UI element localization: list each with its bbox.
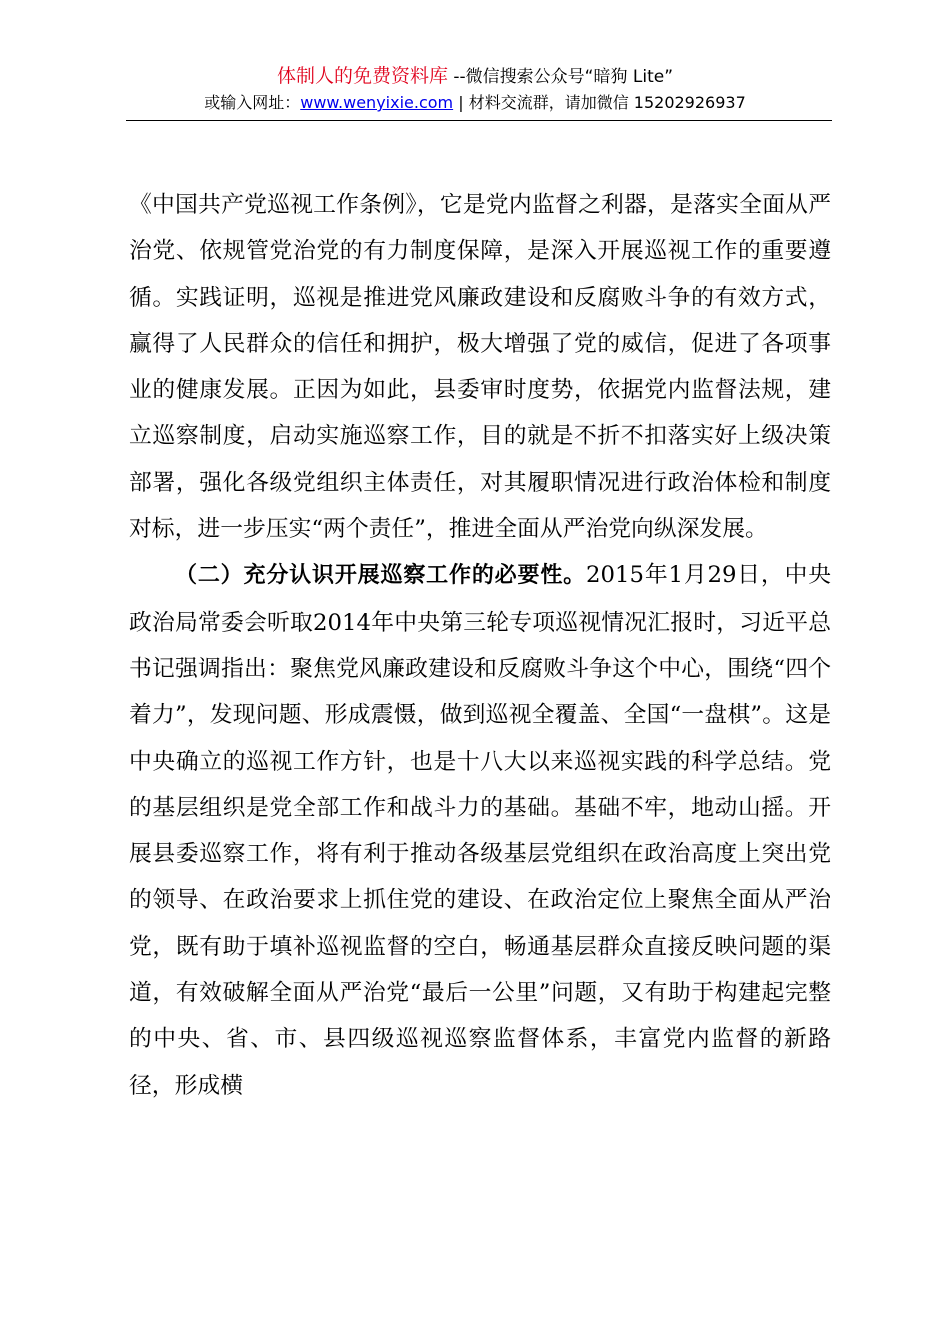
brand-name: 体制人的免费资料库: [276, 65, 448, 87]
contact-text: | 材料交流群，请加微信 15202926937: [453, 93, 746, 112]
page-header: [0, 64, 950, 115]
document-body: [129, 182, 831, 1109]
header-contact-line: [0, 91, 950, 115]
header-promo-line: [0, 64, 950, 89]
section-heading: （二）充分认识开展巡察工作的必要性。: [175, 563, 587, 589]
paragraph-2: [129, 552, 831, 1109]
paragraph-1: 《中国共产党巡视工作条例》，它是党内监督之利器，是落实全面从严治党、依规管党治党的有力制度保障，是深入开展巡视工作的重要遵循。实践证明，巡视是推进党风廉政建设和反腐败斗争的有效方式，赢得了人民群众的信任和拥护，极大增强了党的威信，促进了各项事业的健康发展。正因为如此，县委审时度势，依据党内监督法规，建立巡察制度，启动实施巡察工作，目的就是不折不扣落实好上级决策部署，强化各级党组织主体责任，对其履职情况进行政治体检和制度对标，进一步压实“两个责任”，推进全面从严治党向纵深发展。: [129, 192, 831, 543]
promo-text: --微信搜索公众号“暗狗 Lite”: [448, 67, 674, 87]
website-link[interactable]: www.wenyixie.com: [300, 93, 454, 112]
header-divider: [126, 120, 832, 121]
url-prefix: 或输入网址：: [204, 93, 301, 112]
paragraph-2-text: 2015年1月29日，中央政治局常委会听取2014年中央第三轮专项巡视情况汇报时，习近平总书记强调指出：聚焦党风廉政建设和反腐败斗争这个中心，围绕“四个着力”，发现问题、形成震慑，做到巡视全覆盖、全国“一盘棋”。这是中央确立的巡视工作方针，也是十八大以来巡视实践的科学总结。党的基层组织是党全部工作和战斗力的基础。基础不牢，地动山摇。开展县委巡察工作，将有利于推动各级基层党组织在政治高度上突出党的领导、在政治要求上抓住党的建设、在政治定位上聚焦全面从严治党，既有助于填补巡视监督的空白，畅通基层群众直接反映问题的渠道，有效破解全面从严治党“最后一公里”问题，又有助于构建起完整的中央、省、市、县四级巡视巡察监督体系，丰富党内监督的新路径，形成横: [129, 562, 831, 1099]
